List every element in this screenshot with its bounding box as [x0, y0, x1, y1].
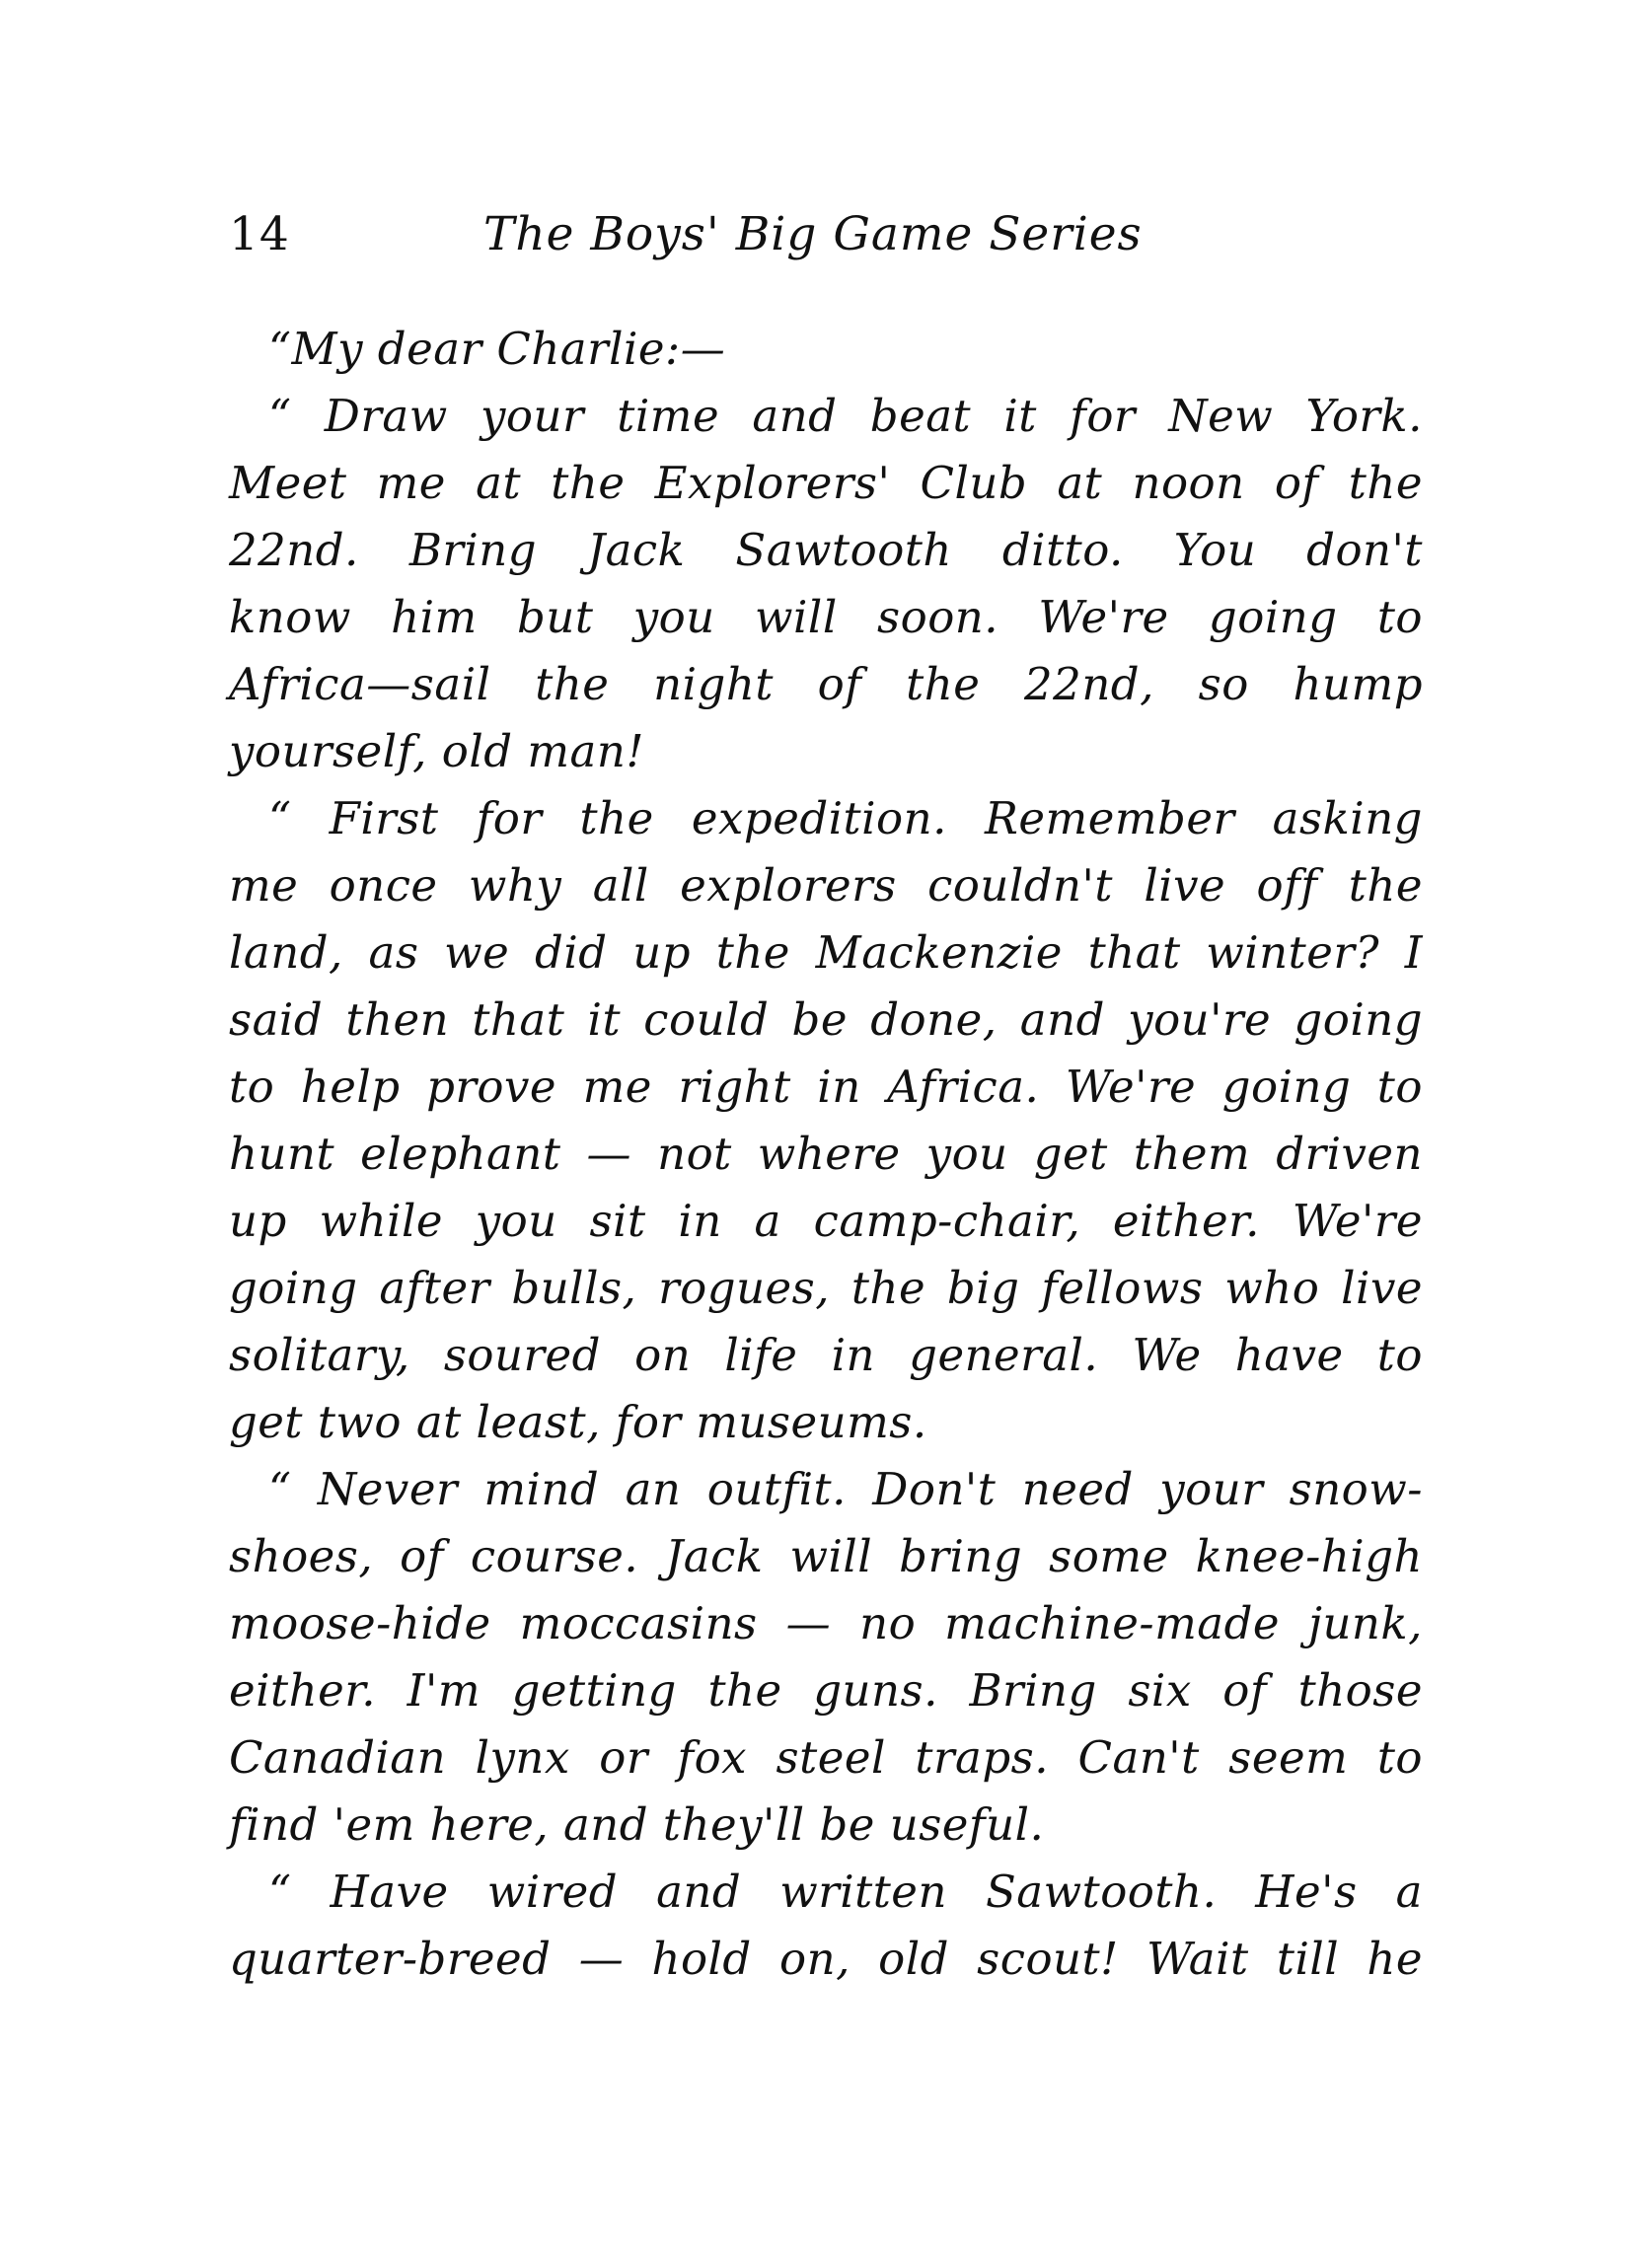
running-header — [229, 207, 1423, 276]
text-line: get two at least, for museums. — [229, 1396, 927, 1448]
text-line: quarter-breed — hold on, old scout! Wait till he — [229, 1933, 1423, 1985]
text-line: solitary, soured on life in general. We have to — [229, 1329, 1423, 1381]
text-line: Canadian lynx or fox steel traps. Can't seem to — [229, 1731, 1423, 1784]
text-line: 22nd. Bring Jack Sawtooth ditto. You don't — [229, 524, 1423, 576]
text-line: “ Draw your time and beat it for New York. — [268, 390, 1423, 442]
text-line: “ Have wired and written Sawtooth. He's a — [268, 1866, 1423, 1918]
text-line: yourself, old man! — [229, 725, 644, 777]
text-line: said then that it could be done, and you're going — [229, 993, 1423, 1046]
text-line: to help prove me right in Africa. We're going to — [229, 1061, 1423, 1113]
text-line: Meet me at the Explorers' Club at noon of the — [229, 457, 1423, 509]
text-line: up while you sit in a camp-chair, either. We're — [229, 1195, 1423, 1247]
text-line: know him but you will soon. We're going to — [229, 591, 1423, 643]
text-line: “ First for the expedition. Remember asking — [268, 792, 1423, 844]
salutation-line: “My dear Charlie:— — [268, 323, 726, 375]
text-line: “ Never mind an outfit. Don't need your snow- — [268, 1463, 1423, 1515]
page-number: 14 — [229, 207, 290, 261]
text-line: Africa—sail the night of the 22nd, so hump — [229, 658, 1423, 710]
text-line: hunt elephant — not where you get them driven — [229, 1128, 1423, 1180]
text-line: find 'em here, and they'll be useful. — [229, 1798, 1045, 1851]
text-line: land, as we did up the Mackenzie that winter? I — [229, 926, 1423, 979]
text-line: either. I'm getting the guns. Bring six of those — [229, 1664, 1423, 1717]
letter-text — [229, 316, 1423, 1993]
text-line: moose-hide moccasins — no machine-made junk, — [229, 1597, 1423, 1649]
text-line: shoes, of course. Jack will bring some knee-high — [229, 1530, 1423, 1582]
running-title: The Boys' Big Game Series — [483, 207, 1143, 261]
text-line: me once why all explorers couldn't live off the — [229, 859, 1423, 912]
text-line: going after bulls, rogues, the big fellows who live — [229, 1262, 1423, 1314]
